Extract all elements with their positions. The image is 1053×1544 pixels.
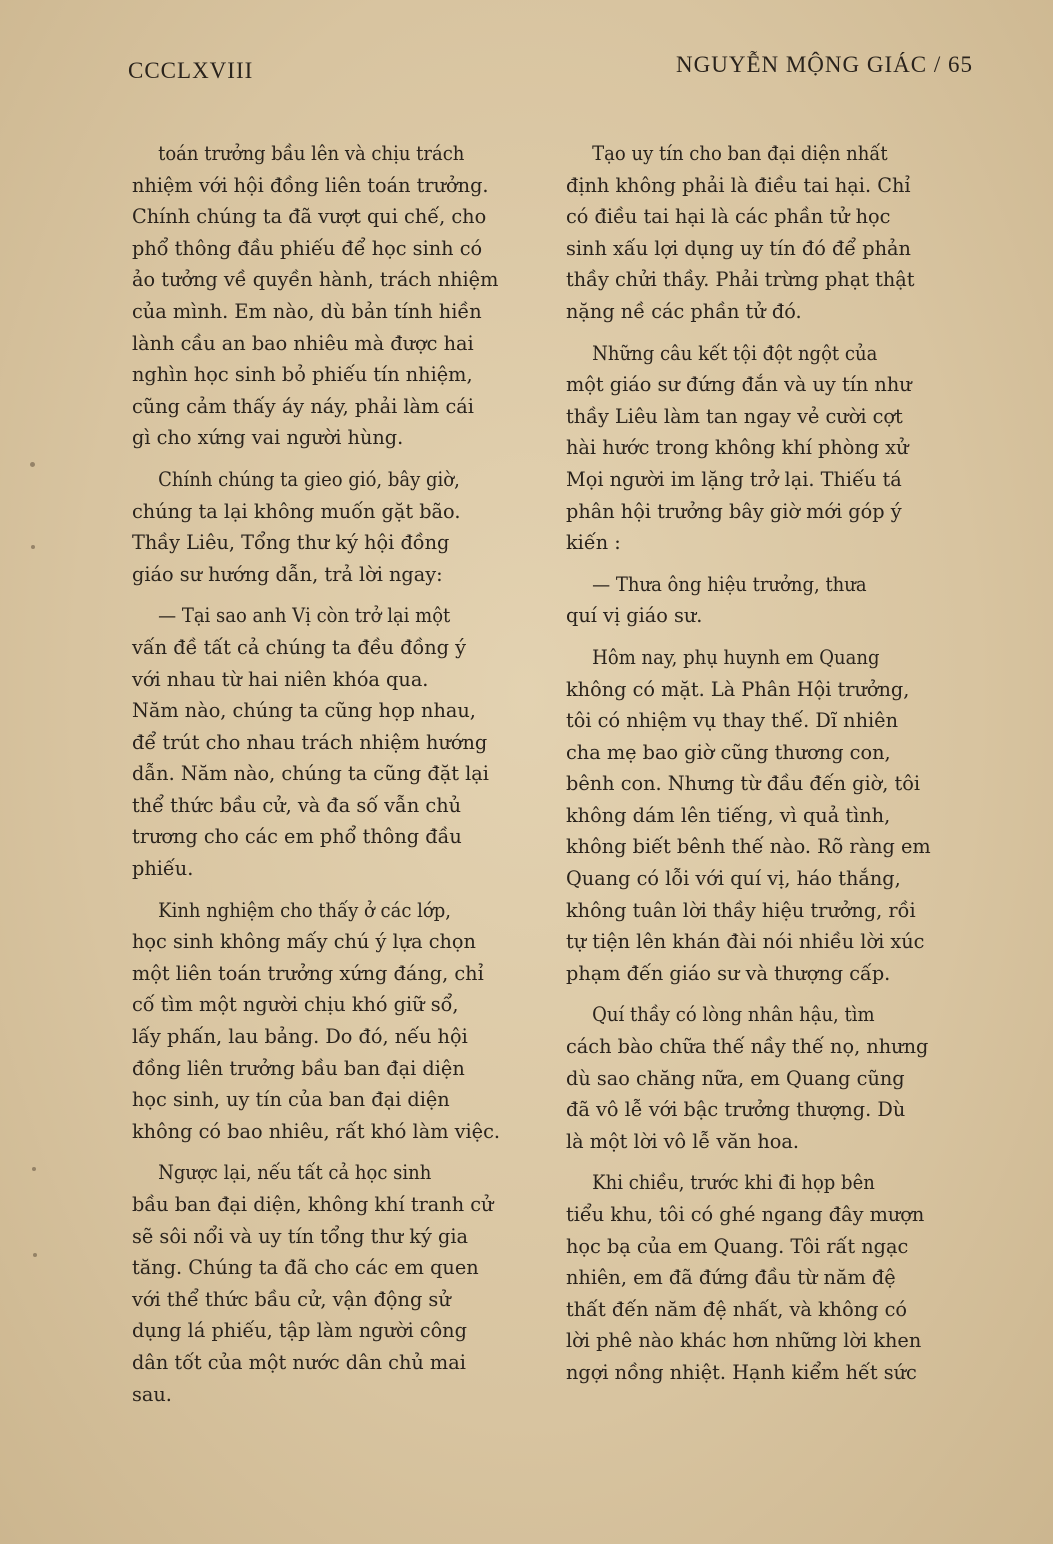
- text-line: Quang có lỗi với quí vị, háo thắng,: [566, 867, 901, 891]
- text-line: Khi chiều, trước khi đi họp bên: [592, 1171, 875, 1195]
- text-line: sinh xấu lợi dụng uy tín đó để phản: [566, 236, 911, 260]
- text-line: học sinh không mấy chú ý lựa chọn: [132, 930, 476, 954]
- text-line: cha mẹ bao giờ cũng thương con,: [566, 740, 891, 764]
- text-line: không có bao nhiêu, rất khó làm việc.: [132, 1119, 501, 1143]
- text-line: của mình. Em nào, dù bản tính hiền: [132, 299, 482, 323]
- text-line: lấy phấn, lau bảng. Do đó, nếu hội: [132, 1025, 468, 1049]
- text-line: nghìn học sinh bỏ phiếu tín nhiệm,: [132, 363, 473, 387]
- text-line: để trút cho nhau trách nhiệm hướng: [132, 730, 488, 754]
- text-line: cũng cảm thấy áy náy, phải làm cái: [132, 394, 474, 418]
- text-line: phổ thông đầu phiếu để học sinh có: [132, 236, 483, 260]
- text-line: nhiệm với hội đồng liên toán trưởng.: [132, 173, 489, 197]
- text-line: — Tại sao anh Vị còn trở lại một: [158, 604, 451, 628]
- text-line: Những câu kết tội đột ngột của: [592, 341, 878, 365]
- text-line: Năm nào, chúng ta cũng họp nhau,: [132, 699, 476, 723]
- text-line: tôi có nhiệm vụ thay thế. Dĩ nhiên: [566, 709, 899, 733]
- text-line: dẫn. Năm nào, chúng ta cũng đặt lại: [132, 762, 489, 786]
- text-line: — Thưa ông hiệu trưởng, thưa: [592, 572, 867, 596]
- text-line: có điều tai hại là các phần tử học: [566, 205, 891, 229]
- page-roman-numeral: CCCLXVIII: [128, 58, 254, 83]
- paragraph: [566, 569, 988, 632]
- paper-speck: [33, 1253, 37, 1257]
- left-column: [132, 138, 547, 1420]
- text-line: sẽ sôi nổi và uy tín tổng thư ký gia: [132, 1224, 469, 1248]
- text-line: phiếu.: [132, 857, 194, 881]
- text-line: phạm đến giáo sư và thượng cấp.: [566, 961, 891, 985]
- text-line: tăng. Chúng ta đã cho các em quen: [132, 1256, 479, 1280]
- text-line: với nhau từ hai niên khóa qua.: [132, 667, 429, 691]
- text-line: đồng liên trưởng bầu ban đại diện: [132, 1056, 465, 1080]
- text-line: với thể thức bầu cử, vận động sử: [132, 1287, 451, 1311]
- text-line: Tạo uy tín cho ban đại diện nhất: [592, 142, 888, 165]
- text-line: quí vị giáo sư.: [566, 604, 703, 628]
- running-header: [128, 48, 973, 88]
- paragraph: [132, 464, 547, 590]
- text-line: ảo tưởng về quyền hành, trách nhiệm: [132, 268, 499, 292]
- paper-speck: [32, 1167, 36, 1171]
- text-line: tự tiện lên khán đài nói nhiều lời xúc: [566, 930, 925, 954]
- paper-speck: [31, 545, 35, 549]
- paragraph: [132, 138, 547, 454]
- text-line: một liên toán trưởng xứng đáng, chỉ: [132, 961, 484, 985]
- text-line: là một lời vô lễ văn hoa.: [566, 1129, 800, 1153]
- text-line: Kinh nghiệm cho thấy ở các lớp,: [158, 898, 451, 922]
- paragraph: [566, 138, 988, 328]
- author-page-number: NGUYỄN MỘNG GIÁC / 65: [676, 52, 973, 77]
- text-line: dân tốt của một nước dân chủ mai: [132, 1350, 466, 1374]
- text-line: Thầy Liêu, Tổng thư ký hội đồng: [132, 531, 450, 555]
- text-line: học bạ của em Quang. Tôi rất ngạc: [566, 1234, 909, 1258]
- text-line: thầy chửi thầy. Phải trừng phạt thật: [566, 268, 915, 292]
- text-line: không tuân lời thầy hiệu trưởng, rồi: [566, 898, 916, 922]
- text-line: một giáo sư đứng đắn và uy tín như: [566, 373, 912, 397]
- text-line: hài hước trong không khí phòng xử: [566, 436, 909, 460]
- text-line: gì cho xứng vai người hùng.: [132, 426, 404, 450]
- text-line: Ngược lại, nếu tất cả học sinh: [158, 1161, 432, 1185]
- text-line: trương cho các em phổ thông đầu: [132, 825, 462, 849]
- text-line: vấn đề tất cả chúng ta đều đồng ý: [132, 635, 467, 659]
- text-line: cố tìm một người chịu khó giữ sổ,: [132, 993, 459, 1017]
- text-line: nặng nề các phần tử đó.: [566, 299, 802, 323]
- text-line: không có mặt. Là Phân Hội trưởng,: [566, 677, 910, 701]
- text-line: sau.: [132, 1382, 172, 1406]
- text-line: bầu ban đại diện, không khí tranh cử: [132, 1193, 494, 1216]
- text-line: tiểu khu, tôi có ghé ngang đây mượn: [566, 1203, 925, 1226]
- text-line: dụng lá phiếu, tập làm người công: [132, 1319, 467, 1343]
- paper-speck: [30, 462, 35, 467]
- paragraph: [132, 600, 547, 884]
- text-line: ngợi nồng nhiệt. Hạnh kiểm hết sức: [566, 1360, 917, 1384]
- paragraph: [566, 642, 988, 990]
- text-line: Chính chúng ta gieo gió, bây giờ,: [158, 467, 460, 491]
- text-line: Quí thầy có lòng nhân hậu, tìm: [592, 1003, 875, 1027]
- text-line: thất đến năm đệ nhất, và không có: [566, 1297, 907, 1321]
- text-line: học sinh, uy tín của ban đại diện: [132, 1088, 450, 1112]
- text-line: Hôm nay, phụ huynh em Quang: [592, 645, 880, 669]
- text-line: dù sao chăng nữa, em Quang cũng: [566, 1066, 905, 1090]
- paragraph: [566, 338, 988, 559]
- text-line: phân hội trưởng bây giờ mới góp ý: [566, 499, 902, 523]
- text-line: nhiên, em đã đứng đầu từ năm đệ: [566, 1266, 896, 1290]
- text-line: không dám lên tiếng, vì quả tình,: [566, 803, 891, 827]
- text-line: định không phải là điều tai hại. Chỉ: [566, 173, 911, 197]
- text-line: thể thức bầu cử, và đa số vẫn chủ: [132, 793, 462, 817]
- paragraph: [566, 1167, 988, 1388]
- text-line: chúng ta lại không muốn gặt bão.: [132, 499, 461, 523]
- right-column: [566, 138, 988, 1399]
- text-line: bênh con. Nhưng từ đầu đến giờ, tôi: [566, 772, 921, 796]
- text-line: lời phê nào khác hơn những lời khen: [566, 1329, 922, 1353]
- text-line: Chính chúng ta đã vượt qui chế, cho: [132, 205, 487, 229]
- text-line: Mọi người im lặng trở lại. Thiếu tá: [566, 467, 902, 491]
- paragraph: [132, 1157, 547, 1410]
- text-line: thầy Liêu làm tan ngay vẻ cười cợt: [566, 404, 903, 428]
- paragraph: [132, 895, 547, 1148]
- text-line: kiến :: [566, 531, 621, 555]
- text-line: giáo sư hướng dẫn, trả lời ngay:: [132, 562, 443, 586]
- text-line: cách bào chữa thế nầy thế nọ, nhưng: [566, 1035, 929, 1059]
- text-line: toán trưởng bầu lên và chịu trách: [158, 142, 465, 165]
- text-line: đã vô lễ với bậc trưởng thượng. Dù: [566, 1098, 906, 1122]
- paragraph: [566, 999, 988, 1157]
- text-line: không biết bênh thế nào. Rõ ràng em: [566, 835, 931, 859]
- text-line: lành cầu an bao nhiêu mà được hai: [132, 331, 474, 355]
